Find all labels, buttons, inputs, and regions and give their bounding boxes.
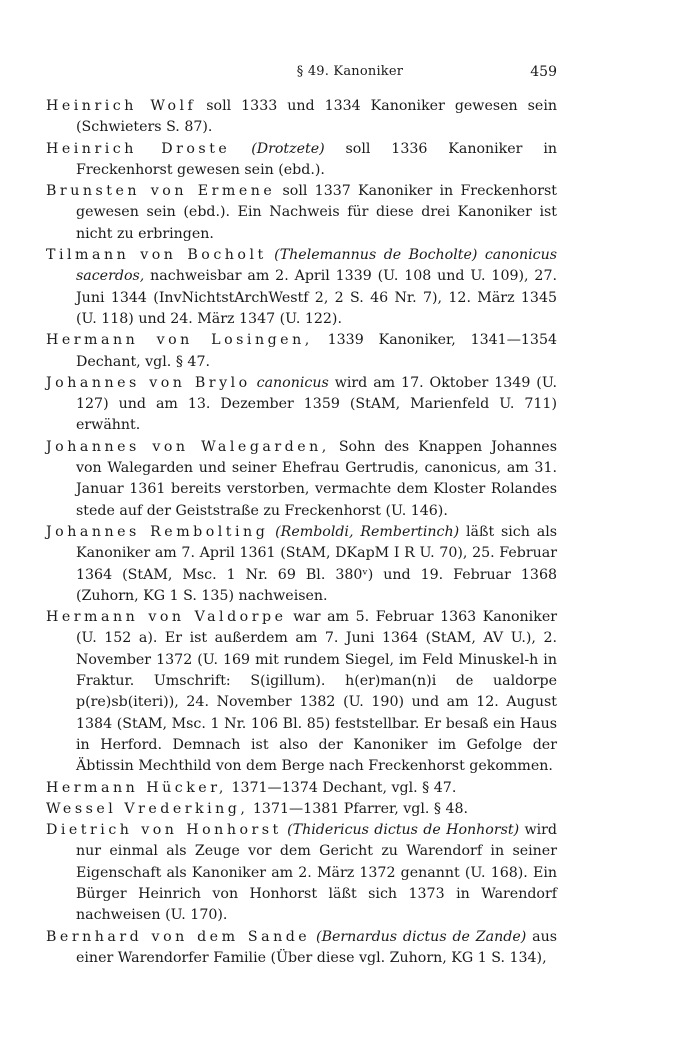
entry <box>46 181 557 245</box>
entry <box>46 245 557 330</box>
entry <box>46 139 557 182</box>
entry-name: Brunsten von Ermene <box>46 183 276 200</box>
entry-name: Bernhard von dem Sande <box>46 928 311 945</box>
entry-text: soll 1333 und 1334 Kanoniker gewesen sein (Schwieters S. 87). <box>76 98 557 136</box>
entry-text: wird nur einmal als Zeuge vor dem Gericht zu Warendorf in seiner Eigenschaft als Kanoniker am 2. März 1372 genannt (U. 168). Ein Bürger Heinrich von Honhorst läßt sich 1373 in Warendorf nachweisen (U. 170). <box>76 822 557 924</box>
entry-text: nachweisbar am 2. April 1339 (U. 108 und U. 109), 27. Juni 1344 (InvNichtstArchWestf 2, 2 S. 46 Nr. 7), 12. März 1345 (U. 118) und 24. März 1347 (U. 122). <box>76 268 557 327</box>
entry <box>46 522 557 607</box>
entry-variant: (Remboldi, Rembertinch) <box>275 523 460 540</box>
entry-name: Hermann von Losingen, <box>46 332 313 349</box>
entry-text: Sohn des Knappen Johannes von Walegarden und seiner Ehefrau Gertrudis, canonicus, am 31. Januar 1361 bereits verstorben, vermachte dem Kloster Rolandes stede auf der Geiststraße zu Freckenhorst (U. 146). <box>76 438 557 519</box>
entry-text: 1371—1374 Dechant, vgl. § 47. <box>226 779 457 796</box>
entry-variant: (Bernardus dictus de Zande) <box>316 928 527 945</box>
entry <box>46 607 557 777</box>
entry <box>46 437 557 522</box>
entry-name: Dietrich von Honhorst <box>46 822 282 839</box>
entry <box>46 799 557 820</box>
entry <box>46 330 557 373</box>
entry <box>46 96 557 139</box>
entry-name: Hermann Hücker, <box>46 779 227 796</box>
entry-name: Wessel Vrederking, <box>46 800 249 817</box>
entry <box>46 927 557 970</box>
entry-variant: (Thidericus dictus de Honhorst) <box>287 822 520 839</box>
section-title: § 49. Kanoniker <box>296 64 404 79</box>
entry-text: soll 1336 Kanoniker in Freckenhorst gewesen sein (ebd.). <box>76 140 558 178</box>
entry-text: 1339 Kanoniker, 1341—1354 Dechant, vgl. § 47. <box>76 332 558 370</box>
entry-name: Hermann von Valdorpe <box>46 609 287 626</box>
entry-text: läßt sich als Kanoniker am 7. April 1361 (StAM, DKapM I R U. 70), 25. Februar 1364 (StAM, Msc. 1 Nr. 69 Bl. 380ᵛ) und 19. Februar 1368 (Zuhorn, KG 1 S. 135) nachweisen. <box>76 523 558 604</box>
entry-text: war am 5. Februar 1363 Kanoniker (U. 152 a). Er ist außerdem am 7. Juni 1364 (StAM, AV U.), 2. November 1372 (U. 169 mit rundem Siegel, im Feld Minuskel-h in Fraktur. Umschrift: S(igillum). h(er)man(n)i de ualdorpe p(re)sb(iteri)), 24. November 1382 (U. 190) und am 12. August 1384 (StAM, Msc. 1 Nr. 106 Bl. 85) feststellbar. Er besaß ein Haus in Herford. Demnach ist also der Kanoniker im Gefolge der Äbtissin Mechthild von dem Berge nach Freckenhorst gekommen. <box>76 609 557 775</box>
running-head <box>0 64 700 84</box>
entry-name: Johannes Rembolting <box>46 523 269 540</box>
entry <box>46 373 557 437</box>
entry-text: soll 1337 Kanoniker in Freckenhorst gewesen sein (ebd.). Ein Nachweis für diese drei Kanoniker ist nicht zu erbringen. <box>76 183 557 242</box>
entry-name: Tilmann von Bocholt <box>46 247 267 264</box>
entry-text: aus einer Warendorfer Familie (Über diese vgl. Zuhorn, KG 1 S. 134), <box>76 928 557 966</box>
entry-list <box>46 96 557 969</box>
entry <box>46 820 557 926</box>
entry-variant: (Thelemannus de Bocholte) canonicus sacerdos, <box>76 247 557 285</box>
entry-name: Johannes von Brylo <box>46 374 251 391</box>
entry-variant: canonicus <box>256 374 329 391</box>
entry <box>46 778 557 799</box>
entry-name: Heinrich Wolf <box>46 98 197 114</box>
entry-name: Heinrich Droste <box>46 140 231 157</box>
entry-name: Johannes von Walegarden, <box>46 438 330 455</box>
entry-text: wird am 17. Oktober 1349 (U. 127) und am 13. Dezember 1359 (StAM, Marienfeld U. 711) erwähnt. <box>76 374 557 434</box>
entry-variant: (Drotzete) <box>251 140 325 157</box>
page-number: 459 <box>530 64 557 80</box>
entry-text: 1371—1381 Pfarrer, vgl. § 48. <box>248 800 469 817</box>
